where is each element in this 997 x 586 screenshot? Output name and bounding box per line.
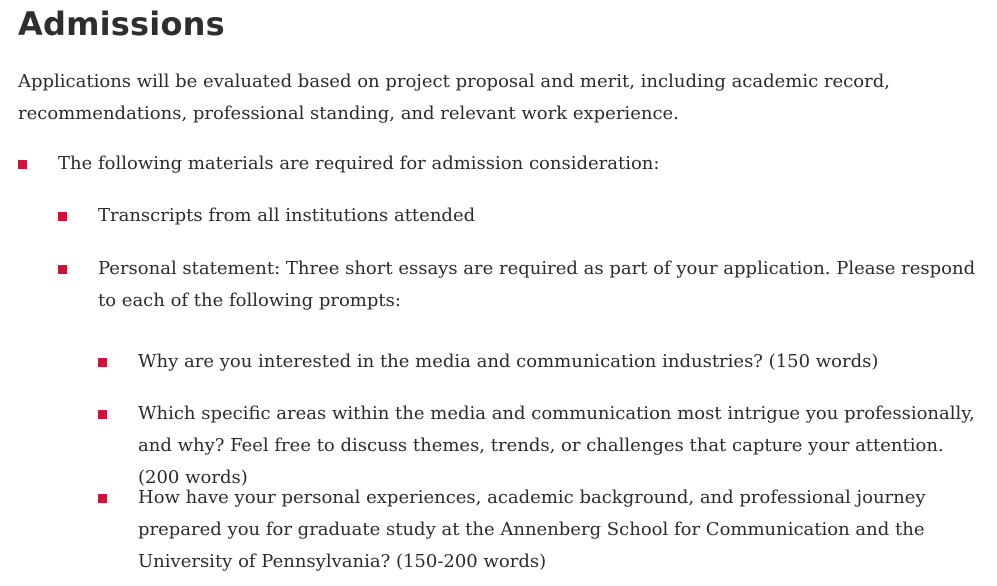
list-item-prompt-1: Why are you interested in the media and communication industries? (150 words) xyxy=(138,351,879,372)
bullet-icon xyxy=(98,494,107,503)
bullet-icon xyxy=(98,410,107,419)
list-item-lead: The following materials are required for admission consideration: xyxy=(58,153,660,174)
intro-paragraph: Applications will be evaluated based on project proposal and merit, including academic record, recommendations, professional standing, and relevant work experience. xyxy=(18,71,890,124)
bullet-icon xyxy=(18,160,27,169)
page-title: Admissions xyxy=(18,5,225,43)
bullet-icon xyxy=(98,358,107,367)
list-item-prompt-3: How have your personal experiences, academic background, and professional journey prepared you for graduate study at the Annenberg School for Communication and the University of Pennsylvania? (150-200 words) xyxy=(138,487,926,572)
bullet-icon xyxy=(58,212,67,221)
list-item-personal-statement: Personal statement: Three short essays are required as part of your application. Please respond to each of the following prompts: xyxy=(98,258,976,311)
bullet-icon xyxy=(58,265,67,274)
list-item-prompt-2: Which specific areas within the media and communication most intrigue you professionally, and why? Feel free to discuss themes, trends, or challenges that capture your attention. (200 words) xyxy=(138,403,975,488)
list-item-transcripts: Transcripts from all institutions attended xyxy=(98,205,476,226)
